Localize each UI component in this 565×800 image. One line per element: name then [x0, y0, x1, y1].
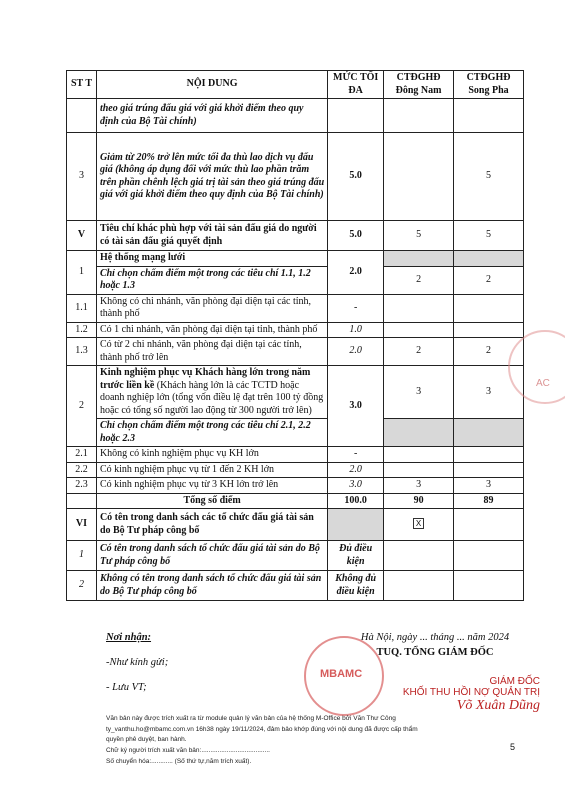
sign-title: TUQ. TỔNG GIÁM ĐỐC [376, 647, 494, 658]
table-row: 1.3 Có từ 2 chi nhánh, văn phòng đại diện tại các tỉnh, thành phố trở lên 2.0 2 2 [67, 338, 524, 366]
signature-block [330, 632, 540, 714]
table-row: 1 Hệ thống mạng lưới 2.0 [67, 251, 524, 267]
seal-text: MBAMC [320, 668, 363, 680]
header-muc: MỨC TỐI ĐA [328, 71, 384, 99]
row-text: Hệ thống mạng lưới [96, 251, 327, 267]
table-row [67, 99, 524, 133]
table-row: Chỉ chọn chấm điểm một trong các tiêu chí 1.1, 1.2 hoặc 1.3 2 2 [67, 266, 524, 294]
side-stamp-text: AC [536, 378, 550, 389]
row-text: Tiêu chí khác phù hợp với tài sản đấu giá do người có tài sản đấu giá quyết định [96, 221, 327, 251]
table-row [67, 419, 524, 447]
table-row: 2 Không có tên trong danh sách tổ chức đấu giá tài sản do Bộ Tư pháp công bố Không đủ điều kiện [67, 571, 524, 601]
row-text: Có từ 2 chi nhánh, văn phòng đại diện tại các tỉnh, thành phố trở lên [96, 338, 327, 366]
sign-role: KHỐI THU HỒI NỢ QUẢN TRỊ [402, 687, 540, 698]
page-number: 5 [510, 742, 516, 752]
recipients-block [106, 632, 168, 707]
sign-role: GIÁM ĐỐC [489, 676, 540, 687]
row-text: Có kinh nghiệm phục vụ từ 3 KH lớn trở lên [96, 478, 327, 494]
date-line: Hà Nội, ngày ... tháng ... năm 2024 [360, 632, 510, 643]
row-text: theo giá trúng đấu giá với giá khởi điểm theo quy định của Bộ Tài chính) [96, 99, 327, 133]
header-col1: CTĐGHĐ Đông Nam [384, 71, 454, 99]
recipient-item: - Lưu VT; [106, 682, 147, 693]
table-row: 1.2 Có 1 chi nhánh, văn phòng đại diện tại tỉnh, thành phố 1.0 [67, 322, 524, 338]
row-text: Có tên trong danh sách tổ chức đấu giá tài sản do Bộ Tư pháp công bố [96, 541, 327, 571]
total-row: Tổng số điểm 100.0 90 89 [67, 493, 524, 509]
table-row: 2.3 Có kinh nghiệm phục vụ từ 3 KH lớn trở lên 3.0 3 3 [67, 478, 524, 494]
row-text: Có kinh nghiệm phục vụ từ 1 đến 2 KH lớn [96, 462, 327, 478]
checkbox-x-icon: X [413, 518, 424, 529]
table-header-row [67, 71, 524, 99]
table-row: VI Có tên trong danh sách các tổ chức đấu giá tài sản do Bộ Tư pháp công bố X [67, 509, 524, 541]
recipients-label: Nơi nhận: [106, 632, 152, 643]
row-text: Không có kinh nghiệm phục vụ KH lớn [96, 447, 327, 463]
header-stt: ST T [67, 71, 97, 99]
recipient-item: -Như kính gửi; [106, 657, 169, 668]
extraction-note: Văn bản này được trích xuất ra từ module quản lý văn bản của hệ thống M-Office bởi Văn Thư Công ty_vanthu.ho@mbamc.com.vn 16h38 ngày 19/11/2024, đảm bảo khớp đúng với nội dung đã được cấp thẩm quyền phê duyệt, ban hành. Chữ ký người trích xuất văn bản:...................................... Số chuyển hóa:............ (Số thứ tự,năm trích xuất). [106, 715, 418, 765]
row-text: Không có chi nhánh, văn phòng đại diện tại các tỉnh, thành phố [96, 294, 327, 322]
table-row: 3 Giảm từ 20% trở lên mức tối đa thù lao dịch vụ đấu giá (không áp dụng đối với mức thù lao phần trăm trên phần chênh lệch giá trị tài sản theo giá trúng đấu giá với giá khởi điểm theo quy định của Bộ Tài chính) 5.0 5 [67, 133, 524, 221]
table-row: 2.1 Không có kinh nghiệm phục vụ KH lớn - [67, 447, 524, 463]
signer-name: Võ Xuân Dũng [456, 698, 540, 713]
table-row: 1 Có tên trong danh sách tổ chức đấu giá tài sản do Bộ Tư pháp công bố Đủ điều kiện [67, 541, 524, 571]
table-row: 1.1 Không có chi nhánh, văn phòng đại diện tại các tỉnh, thành phố - [67, 294, 524, 322]
row-text: Có tên trong danh sách các tổ chức đấu giá tài sản do Bộ Tư pháp công bố [96, 509, 327, 541]
row-text: Chỉ chọn chấm điểm một trong các tiêu chí 2.1, 2.2 hoặc 2.3 [96, 419, 327, 447]
row-text: Không có tên trong danh sách tổ chức đấu giá tài sản do Bộ Tư pháp công bố [96, 571, 327, 601]
row-text: Kinh nghiệm phục vụ Khách hàng lớn trong năm trước liền kề (Khách hàng lớn là các TCTD hoặc doanh nghiệp lớn (tổng vốn điều lệ đạt trên 100 tỷ đồng hoặc có tổng số người lao động từ 300 người trở lên) [96, 366, 327, 419]
evaluation-table [66, 70, 524, 601]
row-text: Giảm từ 20% trở lên mức tối đa thù lao dịch vụ đấu giá (không áp dụng đối với mức thù lao phần trăm trên phần chênh lệch giá trị tài sản theo giá trúng đấu giá với giá khởi điểm theo quy định của Bộ Tài chính) [96, 133, 327, 221]
row-text: Có 1 chi nhánh, văn phòng đại diện tại tỉnh, thành phố [96, 322, 327, 338]
table-row: 2.2 Có kinh nghiệm phục vụ từ 1 đến 2 KH lớn 2.0 [67, 462, 524, 478]
header-noidung: NỘI DUNG [96, 71, 327, 99]
table-row: 2 Kinh nghiệm phục vụ Khách hàng lớn trong năm trước liền kề (Khách hàng lớn là các TCTD hoặc doanh nghiệp lớn (tổng vốn điều lệ đạt trên 100 tỷ đồng hoặc có tổng số người lao động từ 300 người trở lên) 3.0 3 3 [67, 366, 524, 419]
row-text: Chỉ chọn chấm điểm một trong các tiêu chí 1.1, 1.2 hoặc 1.3 [96, 266, 327, 294]
table-row: V Tiêu chí khác phù hợp với tài sản đấu giá do người có tài sản đấu giá quyết định 5.0 5 5 [67, 221, 524, 251]
header-col2: CTĐGHĐ Song Pha [454, 71, 524, 99]
